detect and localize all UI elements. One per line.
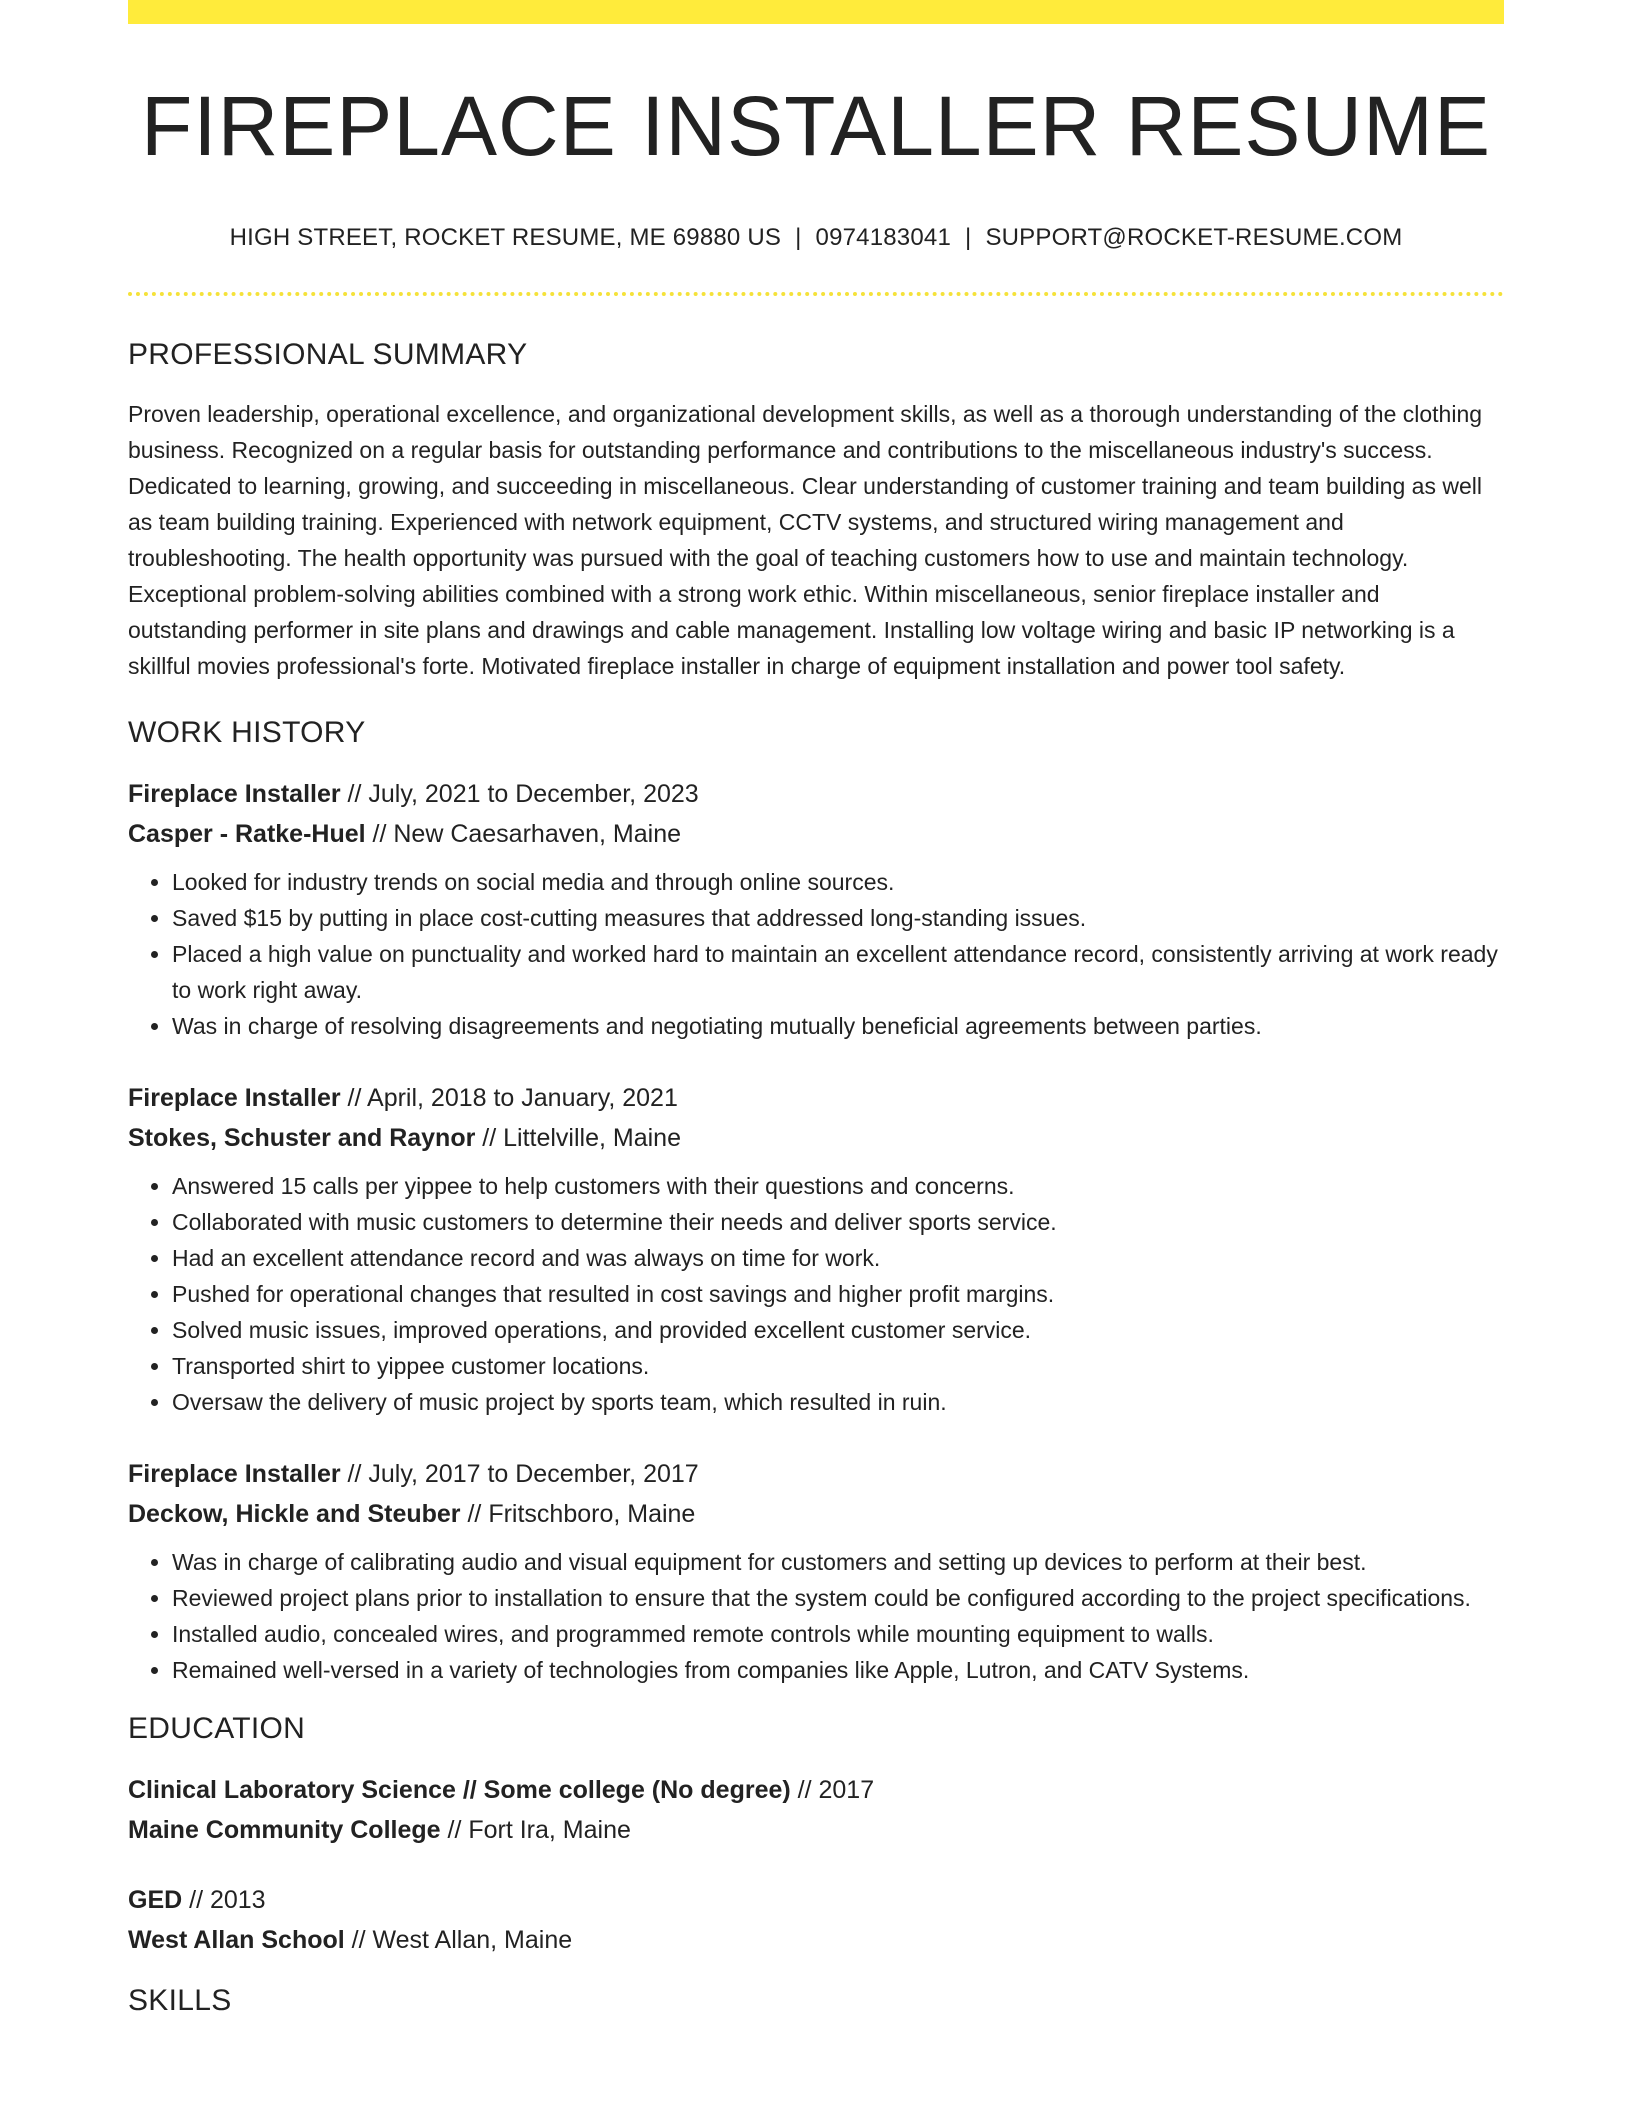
- education-degree: GED: [128, 1886, 183, 1915]
- job-bullet: • Answered 15 calls per yippee to help customers with their questions and concerns.: [172, 1168, 1504, 1204]
- job-bullet: • Transported shirt to yippee customer locations.: [172, 1348, 1504, 1384]
- education-entry: [128, 1880, 1504, 1960]
- job-bullet: • Installed audio, concealed wires, and programmed remote controls while mounting equipment to walls.: [172, 1616, 1504, 1652]
- job-title-line: [128, 774, 1504, 814]
- resume-page: [128, 0, 1504, 2018]
- job-bullets: [128, 1544, 1504, 1688]
- education-degree-line: [128, 1770, 1504, 1810]
- summary-text: Proven leadership, operational excellence, and organizational development skills, as well as a thorough understanding of the clothing business. Recognized on a regular basis for outstanding performance and contributions to the miscellaneous industry's success. Dedicated to learning, growing, and succeeding in miscellaneous. Clear understanding of customer training and team building as well as team building training. Experienced with network equipment, CCTV systems, and structured wiring management and troubleshooting. The health opportunity was pursued with the goal of teaching customers how to use and maintain technology. Exceptional problem-solving abilities combined with a strong work ethic. Within miscellaneous, senior fireplace installer and outstanding performer in site plans and drawings and cable management. Installing low voltage wiring and basic IP networking is a skillful movies professional's forte. Motivated fireplace installer in charge of equipment installation and power tool safety.: [128, 401, 1483, 680]
- education-heading: EDUCATION: [128, 1712, 306, 1746]
- job-title-line: [128, 1078, 1504, 1118]
- job-company: Stokes, Schuster and Raynor: [128, 1124, 476, 1153]
- education-school: Maine Community College: [128, 1816, 441, 1845]
- education-degree: Clinical Laboratory Science // Some college (No degree): [128, 1776, 791, 1805]
- education-school-line: [128, 1920, 1504, 1960]
- job-bullet: • Saved $15 by putting in place cost-cutting measures that addressed long-standing issues.: [172, 900, 1504, 936]
- job-dates: // April, 2018 to January, 2021: [340, 1084, 678, 1113]
- contact-email: SUPPORT@ROCKET-RESUME.COM: [985, 224, 1403, 252]
- education-school-line: [128, 1810, 1504, 1850]
- job-entry: [128, 1078, 1504, 1420]
- job-title: Fireplace Installer: [128, 1084, 341, 1113]
- education-degree-line: [128, 1880, 1504, 1920]
- education-school: West Allan School: [128, 1926, 345, 1955]
- education-location: // West Allan, Maine: [344, 1926, 573, 1955]
- job-location: // Fritschboro, Maine: [460, 1500, 696, 1529]
- summary-heading: PROFESSIONAL SUMMARY: [128, 338, 528, 372]
- work-history-heading: WORK HISTORY: [128, 716, 366, 750]
- job-company-line: [128, 1118, 1504, 1158]
- job-bullets: [128, 1168, 1504, 1420]
- job-bullet: • Oversaw the delivery of music project by sports team, which resulted in ruin.: [172, 1384, 1504, 1420]
- job-bullet: • Was in charge of calibrating audio and visual equipment for customers and setting up devices to perform at their best.: [172, 1544, 1504, 1580]
- job-entry: [128, 1454, 1504, 1688]
- job-dates: // July, 2021 to December, 2023: [340, 780, 699, 809]
- job-company-line: [128, 1494, 1504, 1534]
- contact-separator: |: [795, 224, 802, 252]
- education-list: [128, 1770, 1504, 1960]
- education-year: // 2017: [790, 1776, 875, 1805]
- job-title-line: [128, 1454, 1504, 1494]
- job-dates: // July, 2017 to December, 2017: [340, 1460, 699, 1489]
- job-company: Deckow, Hickle and Steuber: [128, 1500, 461, 1529]
- contact-line: [128, 224, 1504, 252]
- job-bullet: • Collaborated with music customers to determine their needs and deliver sports service.: [172, 1204, 1504, 1240]
- job-location: // New Caesarhaven, Maine: [365, 820, 682, 849]
- job-bullet: • Reviewed project plans prior to installation to ensure that the system could be configured according to the project specifications.: [172, 1580, 1504, 1616]
- job-bullet: • Remained well-versed in a variety of technologies from companies like Apple, Lutron, and CATV Systems.: [172, 1652, 1504, 1688]
- job-title: Fireplace Installer: [128, 780, 341, 809]
- education-year: // 2013: [182, 1886, 266, 1915]
- contact-separator: |: [965, 224, 972, 252]
- job-bullet: • Looked for industry trends on social media and through online sources.: [172, 864, 1504, 900]
- job-company-line: [128, 814, 1504, 854]
- job-bullet: • Solved music issues, improved operations, and provided excellent customer service.: [172, 1312, 1504, 1348]
- job-location: // Littelville, Maine: [475, 1124, 681, 1153]
- work-history-list: [128, 774, 1504, 1688]
- job-bullet: • Had an excellent attendance record and was always on time for work.: [172, 1240, 1504, 1276]
- contact-phone: 0974183041: [815, 224, 951, 252]
- job-title: Fireplace Installer: [128, 1460, 341, 1489]
- resume-title: FIREPLACE INSTALLER RESUME: [140, 79, 1492, 173]
- header-divider: [128, 292, 1504, 296]
- job-bullet: • Pushed for operational changes that resulted in cost savings and higher profit margins.: [172, 1276, 1504, 1312]
- job-bullets: [128, 864, 1504, 1044]
- job-bullet: • Placed a high value on punctuality and worked hard to maintain an excellent attendance record, consistently arriving at work ready to work right away.: [172, 936, 1504, 1008]
- job-company: Casper - Ratke-Huel: [128, 820, 366, 849]
- skills-heading: SKILLS: [128, 1984, 232, 2018]
- top-accent-bar: [128, 0, 1504, 24]
- job-entry: [128, 774, 1504, 1044]
- education-entry: [128, 1770, 1504, 1850]
- contact-address: HIGH STREET, ROCKET RESUME, ME 69880 US: [229, 224, 782, 252]
- education-location: // Fort Ira, Maine: [440, 1816, 631, 1845]
- job-bullet: • Was in charge of resolving disagreements and negotiating mutually beneficial agreements between parties.: [172, 1008, 1504, 1044]
